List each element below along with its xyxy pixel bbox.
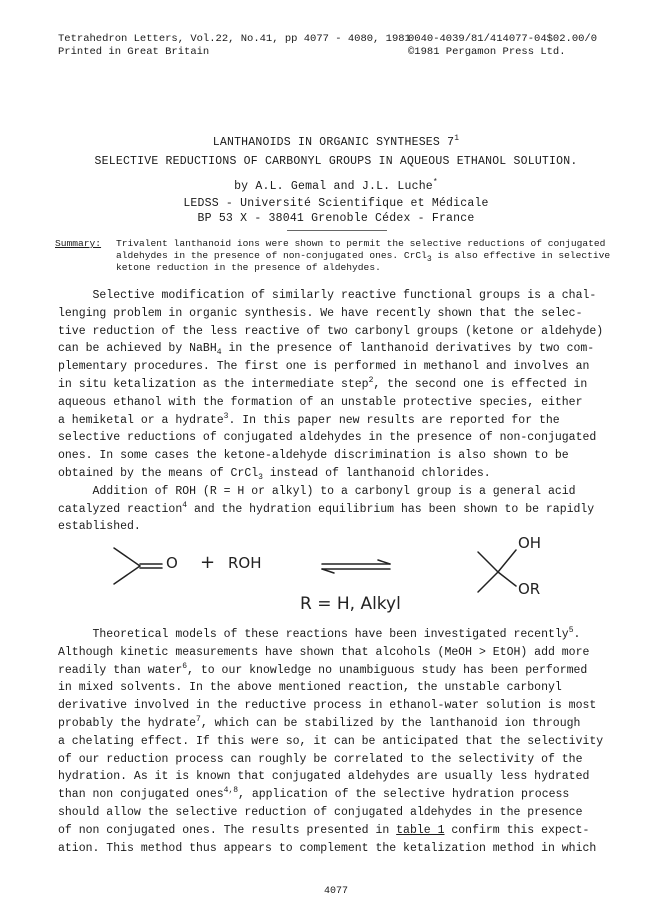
copyright: ©1981 Pergamon Press Ltd. — [408, 46, 566, 58]
text: in situ ketalization as the intermediate step — [58, 377, 369, 391]
text-line: established. — [58, 520, 141, 534]
text: , the second one is effected in — [373, 377, 588, 391]
text: , which can be stabilized by the lanthanoid ion through — [200, 716, 581, 730]
paper-title: SELECTIVE REDUCTIONS OF CARBONYL GROUPS IN AQUEOUS ETHANOL SOLUTION. — [94, 155, 578, 168]
text: readily than water — [58, 663, 183, 677]
product-bond-or — [498, 572, 516, 586]
carbonyl-bond-lower — [114, 566, 140, 584]
summary-text: is also effective in selective — [431, 250, 611, 261]
citation-ref: 4,8 — [223, 786, 239, 796]
text: can be achieved by NaBH — [58, 342, 217, 356]
summary-line: ketone reduction in the presence of aldehydes. — [116, 262, 381, 273]
citation-ref: 2 — [368, 375, 374, 385]
text: a hemiketal or a hydrate — [58, 413, 224, 427]
hydroxyl-label: OH — [518, 534, 542, 552]
text-line — [58, 662, 624, 680]
subscript: 3 — [258, 472, 263, 482]
text-line — [58, 822, 624, 840]
text-line — [58, 715, 624, 733]
summary-label: Summary: — [55, 238, 102, 249]
text-line: derivative involved in the reductive process in ethanol-water solution is most — [58, 699, 597, 713]
text: , to our knowledge no unambiguous study has been performed — [187, 663, 588, 677]
printed-in: Printed in Great Britain — [58, 46, 210, 58]
text: than non conjugated ones — [58, 788, 224, 802]
text-line: in mixed solvents. In the above mentioned reaction, the unstable carbonyl — [58, 681, 562, 695]
text-line: selective reductions of conjugated aldehydes in the presence of non-conjugated — [58, 431, 597, 445]
text-line: plementary procedures. The first one is performed in methanol and involves an — [58, 360, 590, 374]
page-number: 4077 — [323, 886, 348, 897]
affiliation-line-1: LEDSS - Université Scientifique et Médicale — [183, 197, 489, 210]
text-line — [58, 786, 624, 804]
text: , application of the selective hydration process — [238, 788, 570, 802]
text-line: of our reduction process can roughly be correlated to the selectivity of the — [58, 752, 583, 766]
text-line: a chelating effect. If this were so, it can be anticipated that the selectivity — [58, 734, 604, 748]
text: . — [573, 628, 581, 641]
reaction-scheme-drawing — [100, 534, 590, 630]
text-line: tive reduction of the less reactive of two carbonyl groups (ketone or aldehyde) — [58, 324, 604, 338]
summary-line: Trivalent lanthanoid ions were shown to permit the selective reductions of conjugated — [116, 238, 606, 249]
text: and the hydration equilibrium has been shown to be rapidly — [187, 502, 595, 516]
text-line — [58, 465, 624, 483]
text-line: Selective modification of similarly reactive functional groups is a chal- — [58, 289, 597, 302]
citation-ref: 6 — [182, 661, 188, 671]
text-line: Addition of ROH (R = H or alkyl) to a carbonyl group is a general acid — [58, 484, 576, 498]
subscript: 3 — [426, 255, 432, 264]
text: catalyzed reaction — [58, 502, 183, 516]
text: . In this paper new results are reported for the — [228, 413, 560, 427]
article-code: 0040-4039/81/414077-04$02.00/0 — [408, 33, 598, 45]
text-line — [58, 412, 624, 430]
text-line: Although kinetic measurements have shown that alcohols (MeOH > EtOH) add more — [58, 645, 590, 659]
journal-citation: Tetrahedron Letters, Vol.22, No.41, pp 4077 - 4080, 1981 — [58, 33, 411, 45]
summary-line — [116, 250, 610, 262]
carbonyl-oxygen: O — [166, 554, 178, 572]
text-line: should allow the selective reduction of conjugated aldehydes in the presence — [58, 805, 583, 819]
text-line: ones. In some cases the ketone-aldehyde discrimination is also shown to be — [58, 449, 569, 463]
carbonyl-bond-upper — [114, 548, 140, 566]
text-line: hydration. As it is known that conjugated aldehydes are usually less hydrated — [58, 770, 590, 784]
corresponding-mark: * — [432, 178, 438, 187]
body-paragraph-3 — [58, 626, 624, 857]
separator-rule — [287, 230, 387, 231]
product-bond-lower-left — [478, 572, 498, 592]
body-paragraph-1 — [58, 287, 624, 536]
series-title-text: LANTHANOIDS IN ORGANIC SYNTHESES 7 — [212, 136, 455, 149]
summary-text: aldehydes in the presence of non-conjugated ones. CrCl — [116, 250, 427, 261]
product-bond-upper-left — [478, 552, 498, 572]
reaction-scheme — [100, 534, 590, 630]
series-title — [0, 136, 672, 149]
text-line — [58, 501, 624, 519]
text-line: lenging problem in organic synthesis. We have recently shown that the selec- — [58, 306, 583, 320]
text-line: ation. This method thus appears to complement the ketalization method in which — [58, 841, 597, 855]
text-line — [58, 340, 624, 358]
text-line: aqueous ethanol with the formation of an unstable protective species, either — [58, 395, 583, 409]
text-line — [58, 626, 624, 644]
journal-header-left — [58, 33, 411, 59]
text: probably the hydrate — [58, 716, 197, 730]
table-reference: table 1 — [396, 823, 445, 837]
citation-ref: 3 — [223, 411, 229, 421]
text: obtained by the means of CrCl — [58, 466, 259, 480]
product-bond-oh — [498, 550, 516, 572]
series-title-ref: 1 — [454, 134, 460, 143]
text: in the presence of lanthanoid derivatives by two com- — [221, 342, 595, 356]
authors — [0, 180, 672, 193]
subscript: 4 — [216, 348, 222, 358]
citation-ref: 5 — [568, 626, 574, 635]
alkoxy-label: OR — [518, 580, 541, 598]
text-line — [58, 376, 624, 394]
text: Theoretical models of these reactions have been investigated recently — [58, 628, 569, 641]
citation-ref: 4 — [182, 500, 188, 510]
text: of non conjugated ones. The results presented in — [58, 823, 397, 837]
affiliation-line-2: BP 53 X - 38041 Grenoble Cédex - France — [197, 212, 475, 225]
plus-sign: + — [200, 552, 216, 573]
authors-text: by A.L. Gemal and J.L. Luche — [234, 180, 433, 193]
text: confirm this expect- — [444, 823, 590, 837]
alcohol-label: ROH — [228, 554, 262, 572]
text: instead of lanthanoid chlorides. — [262, 466, 491, 480]
r-definition: R = H, Alkyl — [300, 594, 401, 614]
citation-ref: 7 — [196, 714, 201, 724]
journal-header-right — [408, 33, 597, 59]
